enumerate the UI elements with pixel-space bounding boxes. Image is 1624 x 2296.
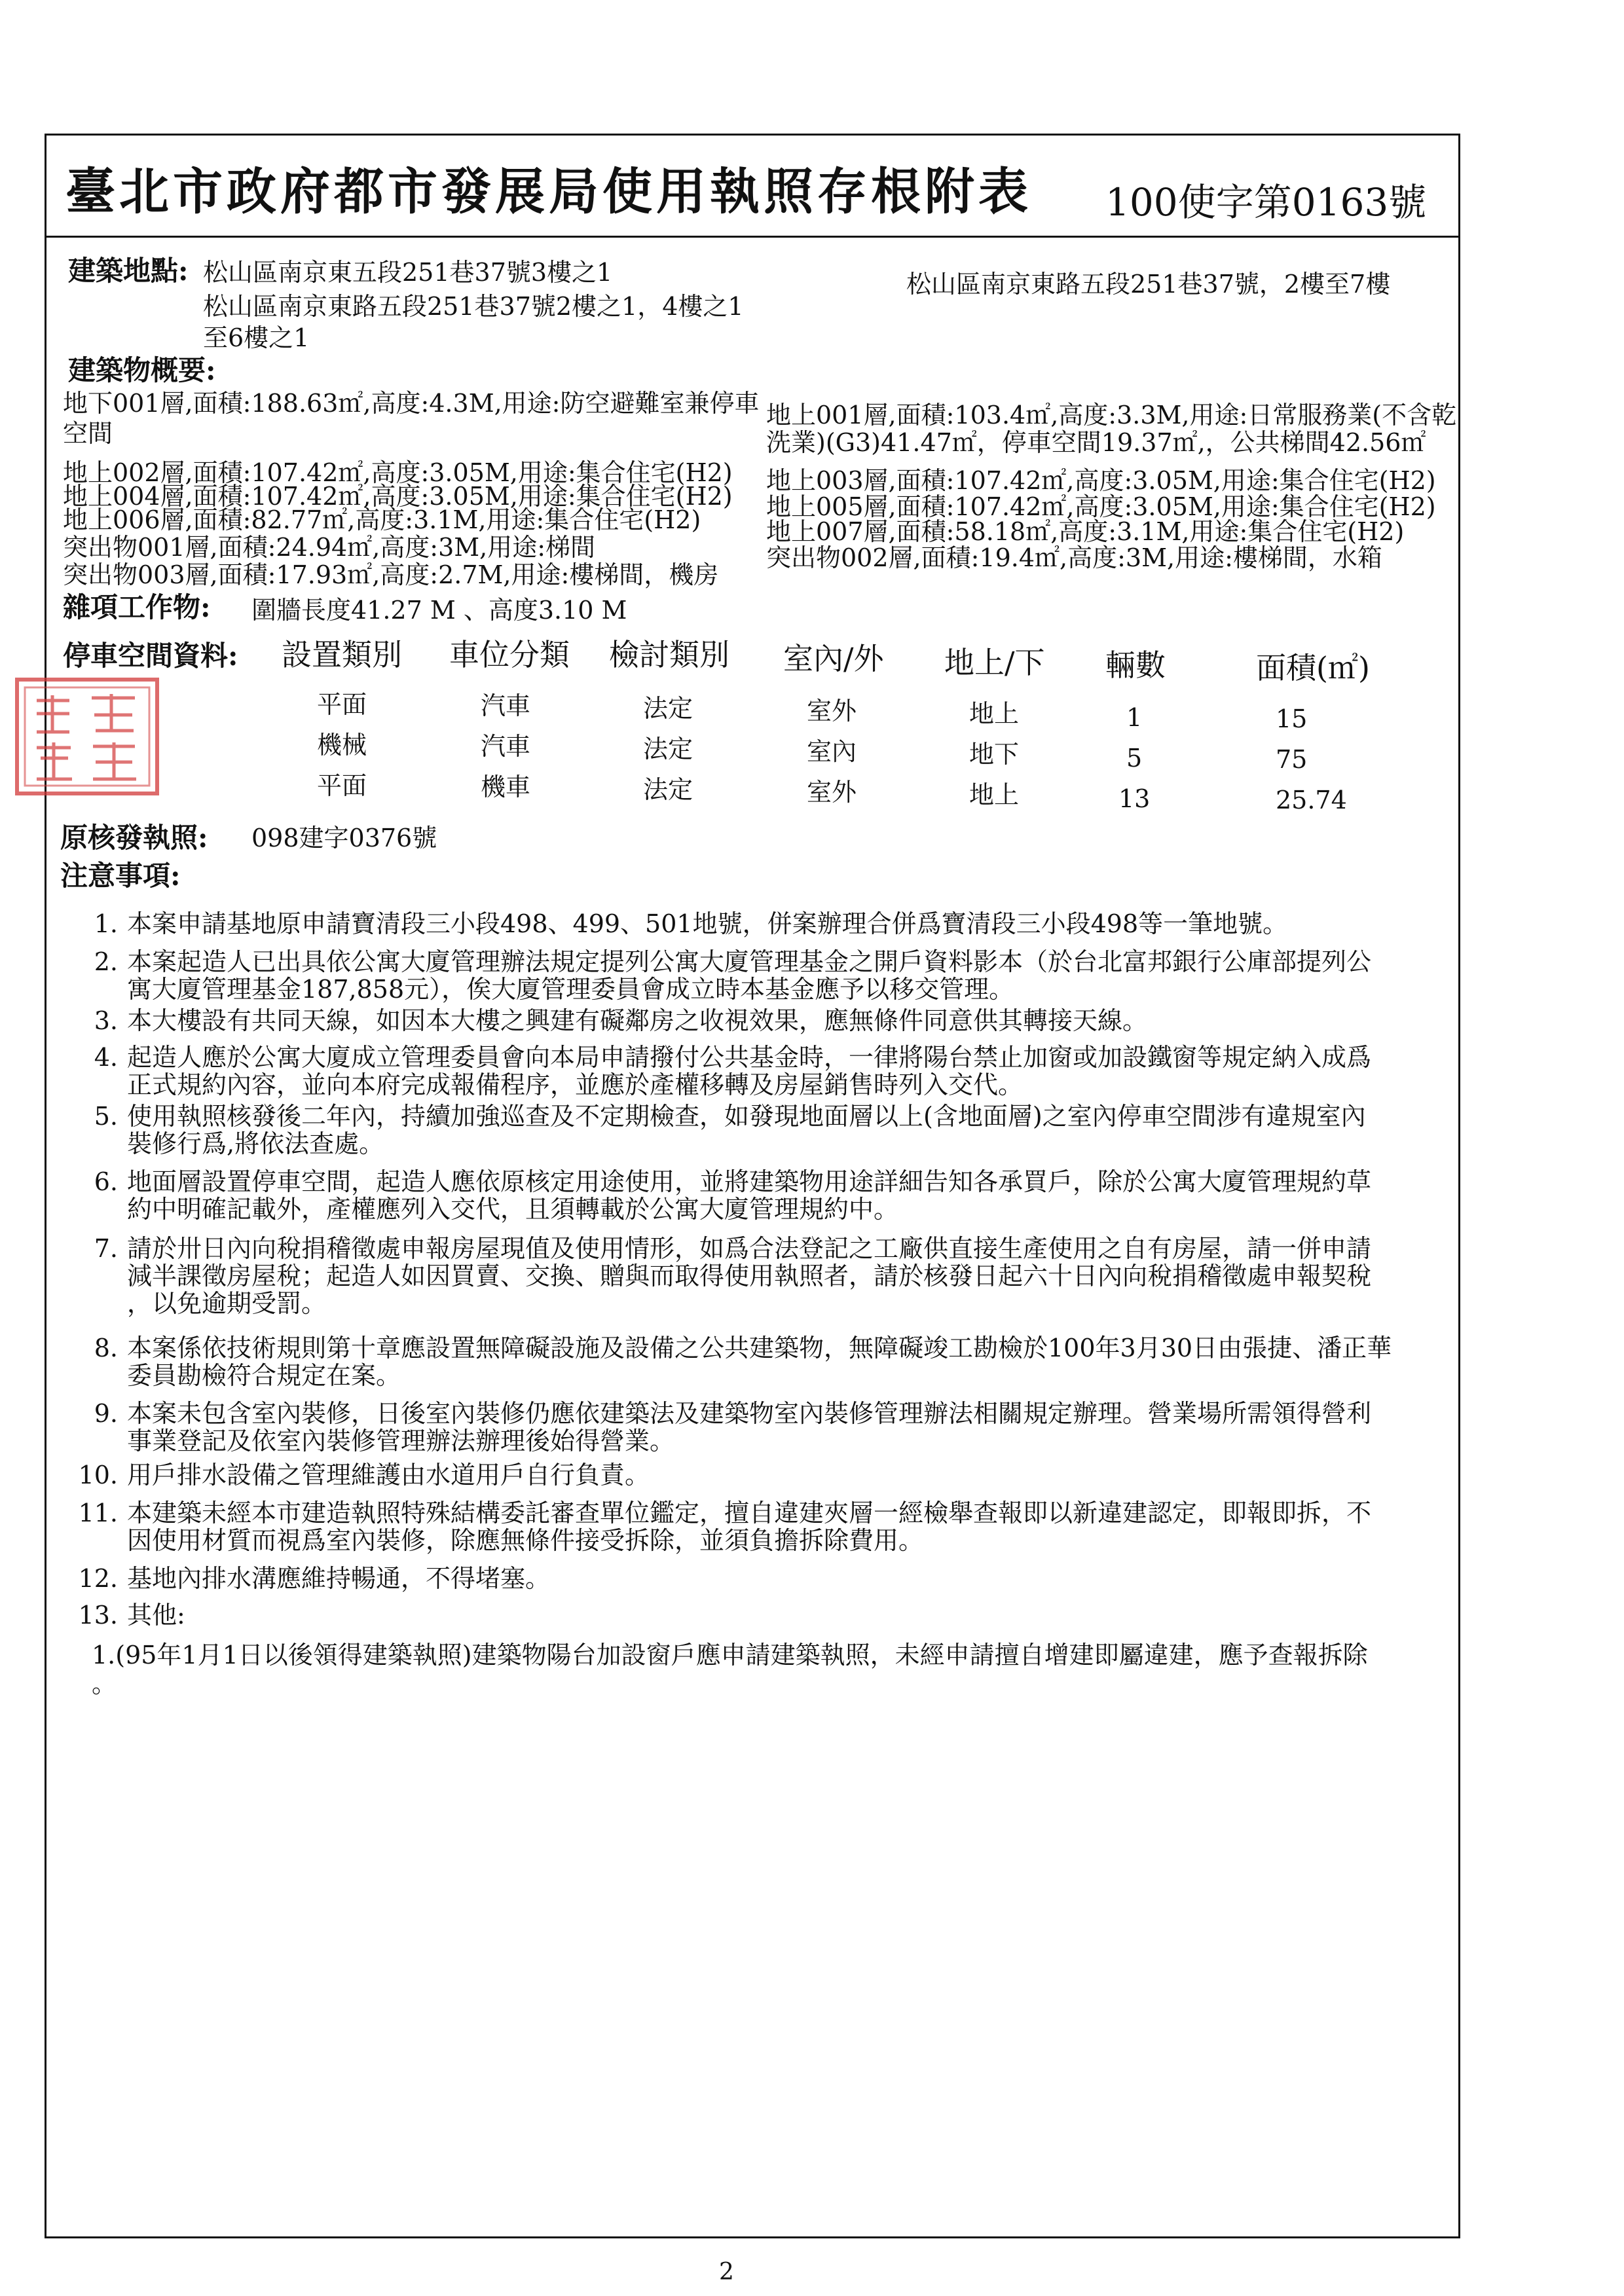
overview-left-7: 突出物003層,面積:17.93㎡,高度:2.7M,用途:樓梯間，機房 [63, 560, 719, 589]
note-text: 本案申請基地原申請寶清段三小段498、499、501地號，併案辦理合併爲寶清段三小段498等一筆地號。 [127, 909, 1288, 938]
overview-left-2: 空間 [63, 419, 113, 448]
parking-cell: 15 [1276, 704, 1308, 733]
note-item [72, 1102, 1454, 1157]
parking-label: 停車空間資料: [63, 640, 238, 672]
parking-cell: 室外 [807, 697, 857, 725]
parking-cell: 室內 [807, 737, 857, 766]
site-line-2: 松山區南京東路五段251巷37號2樓之1，4樓之1 [203, 292, 744, 321]
parking-cell: 地下 [969, 740, 1020, 769]
note-number: 4. [94, 1043, 118, 1072]
overview-right-5: 地上007層,面積:58.18㎡,高度:3.1M,用途:集合住宅(H2) [766, 517, 1405, 546]
note-item [72, 1235, 1454, 1317]
note-number: 3. [94, 1006, 118, 1035]
note-number: 10. [78, 1461, 118, 1489]
overview-right-6: 突出物002層,面積:19.4㎡,高度:3M,用途:樓梯間，水箱 [766, 543, 1382, 572]
site-line-3: 至6樓之1 [203, 323, 310, 352]
note-text: 本案起造人已出具依公寓大廈管理辦法規定提列公寓大廈管理基金之開戶資料影本（於台北富邦銀行公庫部提列公 寓大廈管理基金187,858元），俟大廈管理委員會成立時本基金應予以移交管理。 [127, 947, 1372, 1004]
note-item [72, 1499, 1454, 1554]
notes-label: 注意事項: [60, 860, 181, 892]
note-text: 其他: [127, 1601, 185, 1630]
parking-cell: 75 [1276, 745, 1308, 774]
note-text: 起造人應於公寓大廈成立管理委員會向本局申請撥付公共基金時，一律將陽台禁止加窗或加設鐵窗等規定納入成爲 正式規約內容，並向本府完成報備程序，並應於產權移轉及房屋銷售時列入交代。 [127, 1043, 1372, 1099]
parking-cell: 地上 [969, 699, 1020, 728]
note-item [72, 1044, 1454, 1099]
note-number: 5. [94, 1102, 118, 1131]
overview-left-5: 地上006層,面積:82.77㎡,高度:3.1M,用途:集合住宅(H2) [63, 505, 701, 534]
note-text: 基地內排水溝應維持暢通，不得堵塞。 [127, 1564, 551, 1593]
note-text: 本案未包含室內裝修，日後室內裝修仍應依建築法及建築物室內裝修管理辦法相關規定辦理。營業場所需領得營利 事業登記及依室內裝修管理辦法辦理後始得營業。 [127, 1399, 1372, 1455]
note-text: 使用執照核發後二年內，持續加強巡查及不定期檢查，如發現地面層以上(含地面層)之室內停車空間涉有違規室內 裝修行爲,將依法查處。 [127, 1102, 1366, 1158]
note-item [72, 910, 1454, 938]
parking-cell: 汽車 [481, 691, 531, 720]
parking-header-review: 檢討類別 [609, 637, 729, 672]
parking-cell: 室外 [807, 778, 857, 807]
note-item [72, 1565, 1454, 1592]
parking-cell: 機車 [481, 773, 531, 801]
note-text: 本案係依技術規則第十章應設置無障礙設施及設備之公共建築物，無障礙竣工勘檢於100年3月30日由張捷、潘正華 委員勘檢符合規定在案。 [127, 1334, 1392, 1390]
note-sub-item: 1.(95年1月1日以後領得建築執照)建築物陽台加設窗戶應申請建築執照，未經申請擅自增建即屬違建，應予查報拆除 。 [92, 1641, 1368, 1698]
overview-right-3: 地上003層,面積:107.42㎡,高度:3.05M,用途:集合住宅(H2) [766, 466, 1436, 495]
note-number: 6. [94, 1167, 118, 1196]
parking-cell: 法定 [643, 694, 693, 723]
page-number: 2 [719, 2259, 734, 2286]
note-text: 本建築未經本市建造執照特殊結構委託審查單位鑑定，擅自違建夾層一經檢舉查報即以新違建認定，即報即拆，不 因使用材質而視爲室內裝修，除應無條件接受拆除，並須負擔拆除費用。 [127, 1499, 1372, 1555]
overview-right-2: 洗業)(G3)41.47㎡，停車空間19.37㎡,，公共梯間42.56㎡ [766, 428, 1426, 457]
note-item [72, 1601, 1454, 1629]
parking-cell: 1 [1126, 703, 1143, 732]
parking-cell: 25.74 [1276, 786, 1347, 814]
parking-cell: 法定 [643, 775, 693, 804]
note-text: 用戶排水設備之管理維護由水道用戶自行負責。 [127, 1461, 650, 1489]
note-number: 9. [94, 1399, 118, 1428]
note-item [72, 1007, 1454, 1034]
parking-header-type: 設置類別 [282, 637, 402, 672]
parking-cell: 法定 [643, 735, 693, 763]
overview-label: 建築物概要: [68, 354, 216, 386]
page-title: 臺北市政府都市發展局使用執照存根附表 [65, 162, 1032, 221]
site-label: 建築地點: [68, 255, 189, 287]
parking-cell: 5 [1126, 744, 1143, 773]
overview-left-6: 突出物001層,面積:24.94㎡,高度:3M,用途:梯間 [63, 533, 596, 562]
note-item [72, 1461, 1454, 1489]
permit-number: 100使字第0163號 [1105, 180, 1427, 225]
parking-header-level: 地上/下 [944, 645, 1045, 680]
official-seal-icon [13, 674, 161, 799]
note-number: 8. [94, 1334, 118, 1362]
note-text: 請於卅日內向稅捐稽徵處申報房屋現值及使用情形，如爲合法登記之工廠供直接生產使用之自有房屋，請一併申請 減半課徵房屋稅；起造人如因買賣、交換、贈與而取得使用執照者，請於核發日起六十日內向稅捐稽徵處申報契稅 ，以免逾期受罰。 [127, 1234, 1372, 1318]
overview-right-4: 地上005層,面積:107.42㎡,高度:3.05M,用途:集合住宅(H2) [766, 492, 1436, 521]
note-number: 1. [94, 909, 118, 938]
note-number: 7. [94, 1234, 118, 1263]
note-number: 12. [78, 1564, 118, 1593]
overview-left-3: 地上002層,面積:107.42㎡,高度:3.05M,用途:集合住宅(H2) [63, 458, 733, 487]
parking-header-area: 面積(㎡) [1256, 650, 1370, 685]
note-item [72, 1334, 1454, 1389]
original-permit-value: 098建字0376號 [251, 824, 437, 852]
note-text: 本大樓設有共同天線，如因本大樓之興建有礙鄰房之收視效果，應無條件同意供其轉接天線。 [127, 1006, 1148, 1035]
parking-cell: 平面 [317, 771, 367, 800]
note-item [72, 948, 1454, 1003]
parking-cell: 汽車 [481, 732, 531, 761]
misc-label: 雜項工作物: [63, 591, 211, 623]
parking-cell: 平面 [317, 690, 367, 719]
note-item [72, 1168, 1454, 1223]
parking-cell: 地上 [969, 780, 1020, 809]
parking-cell: 13 [1118, 784, 1151, 813]
overview-left-1: 地下001層,面積:188.63㎡,高度:4.3M,用途:防空避難室兼停車 [63, 389, 760, 418]
overview-left-4: 地上004層,面積:107.42㎡,高度:3.05M,用途:集合住宅(H2) [63, 482, 733, 511]
parking-header-vehicle: 車位分類 [449, 637, 570, 672]
note-number: 2. [94, 947, 118, 976]
parking-header-indoor: 室內/外 [783, 641, 884, 676]
original-permit-label: 原核發執照: [60, 822, 208, 854]
misc-value: 圍牆長度41.27 M 、高度3.10 M [251, 596, 627, 625]
site-right: 松山區南京東路五段251巷37號，2樓至7樓 [906, 270, 1391, 299]
overview-right-1: 地上001層,面積:103.4㎡,高度:3.3M,用途:日常服務業(不含乾 [766, 401, 1457, 429]
site-line-1: 松山區南京東五段251巷37號3樓之1 [203, 258, 613, 287]
note-text: 地面層設置停車空間，起造人應依原核定用途使用，並將建築物用途詳細告知各承買戶，除於公寓大廈管理規約草 約中明確記載外，產權應列入交代，且須轉載於公寓大廈管理規約中。 [127, 1167, 1372, 1224]
header-divider [45, 236, 1460, 238]
parking-header-count: 輛數 [1105, 647, 1166, 683]
parking-cell: 機械 [317, 731, 367, 759]
note-number: 13. [78, 1601, 118, 1630]
note-item [72, 1400, 1454, 1455]
note-number: 11. [78, 1499, 118, 1527]
